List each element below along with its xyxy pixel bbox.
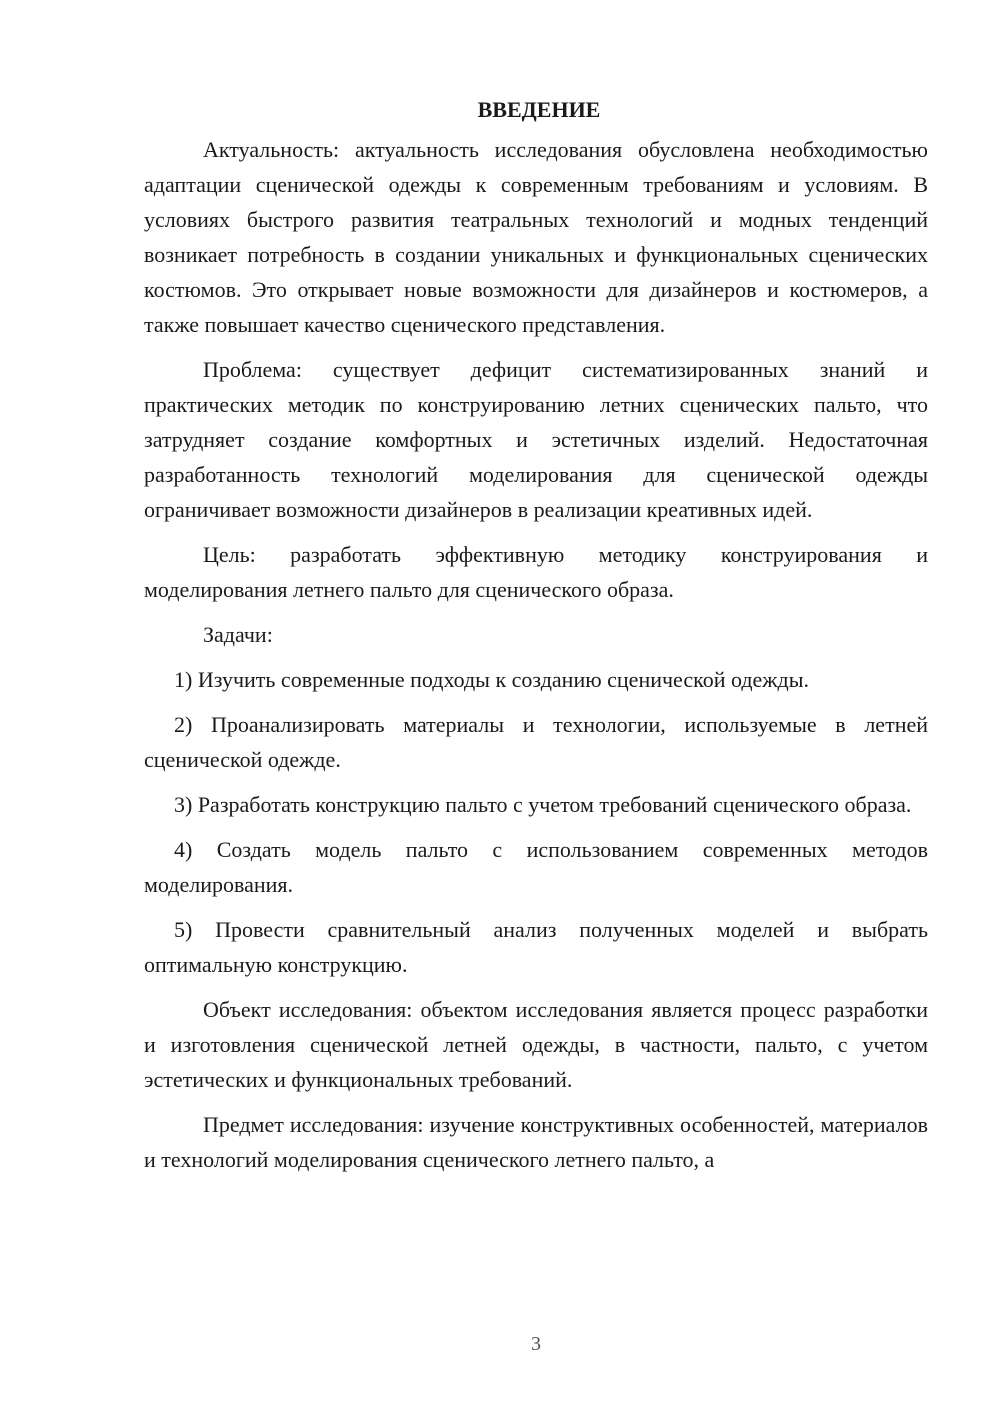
page-number: 3: [531, 1333, 541, 1355]
paragraph-problem: Проблема: существует дефицит систематизированных знаний и практических методик по конструированию летних сценических пальто, что затрудняет создание комфортных и эстетичных изделий. Недостаточная разработанность технологий моделирования для сценической одежды ограничивает возможности дизайнеров в реализации креативных идей.: [144, 357, 928, 522]
tasks-label: Задачи:: [203, 622, 273, 647]
paragraph-subject: Предмет исследования: изучение конструктивных особенностей, материалов и технологий моделирования сценического летнего пальто, а: [144, 1112, 928, 1172]
task-item: 1) Изучить современные подходы к созданию сценической одежды.: [174, 667, 809, 692]
section-heading: ВВЕДЕНИЕ: [477, 97, 601, 122]
document-page: [144, 92, 928, 1177]
task-item: 3) Разработать конструкцию пальто с учетом требований сценического образа.: [174, 792, 912, 817]
paragraph-relevance: Актуальность: актуальность исследования обусловлена необходимостью адаптации сценической одежды к современным требованиям и условиям. В условиях быстрого развития театральных технологий и модных тенденций возникает потребность в создании уникальных и функциональных сценических костюмов. Это открывает новые возможности для дизайнеров и костюмеров, а также повышает качество сценического представления.: [144, 137, 928, 337]
paragraph-goal: Цель: разработать эффективную методику конструирования и моделирования летнего пальто для сценического образа.: [144, 542, 928, 602]
paragraph-object: Объект исследования: объектом исследования является процесс разработки и изготовления сценической летней одежды, в частности, пальто, с учетом эстетических и функциональных требований.: [144, 997, 928, 1092]
task-item: 5) Провести сравнительный анализ полученных моделей и выбрать оптимальную конструкцию.: [144, 917, 928, 977]
task-item: 2) Проанализировать материалы и технологии, используемые в летней сценической одежде.: [144, 712, 928, 772]
task-item: 4) Создать модель пальто с использованием современных методов моделирования.: [144, 837, 928, 897]
